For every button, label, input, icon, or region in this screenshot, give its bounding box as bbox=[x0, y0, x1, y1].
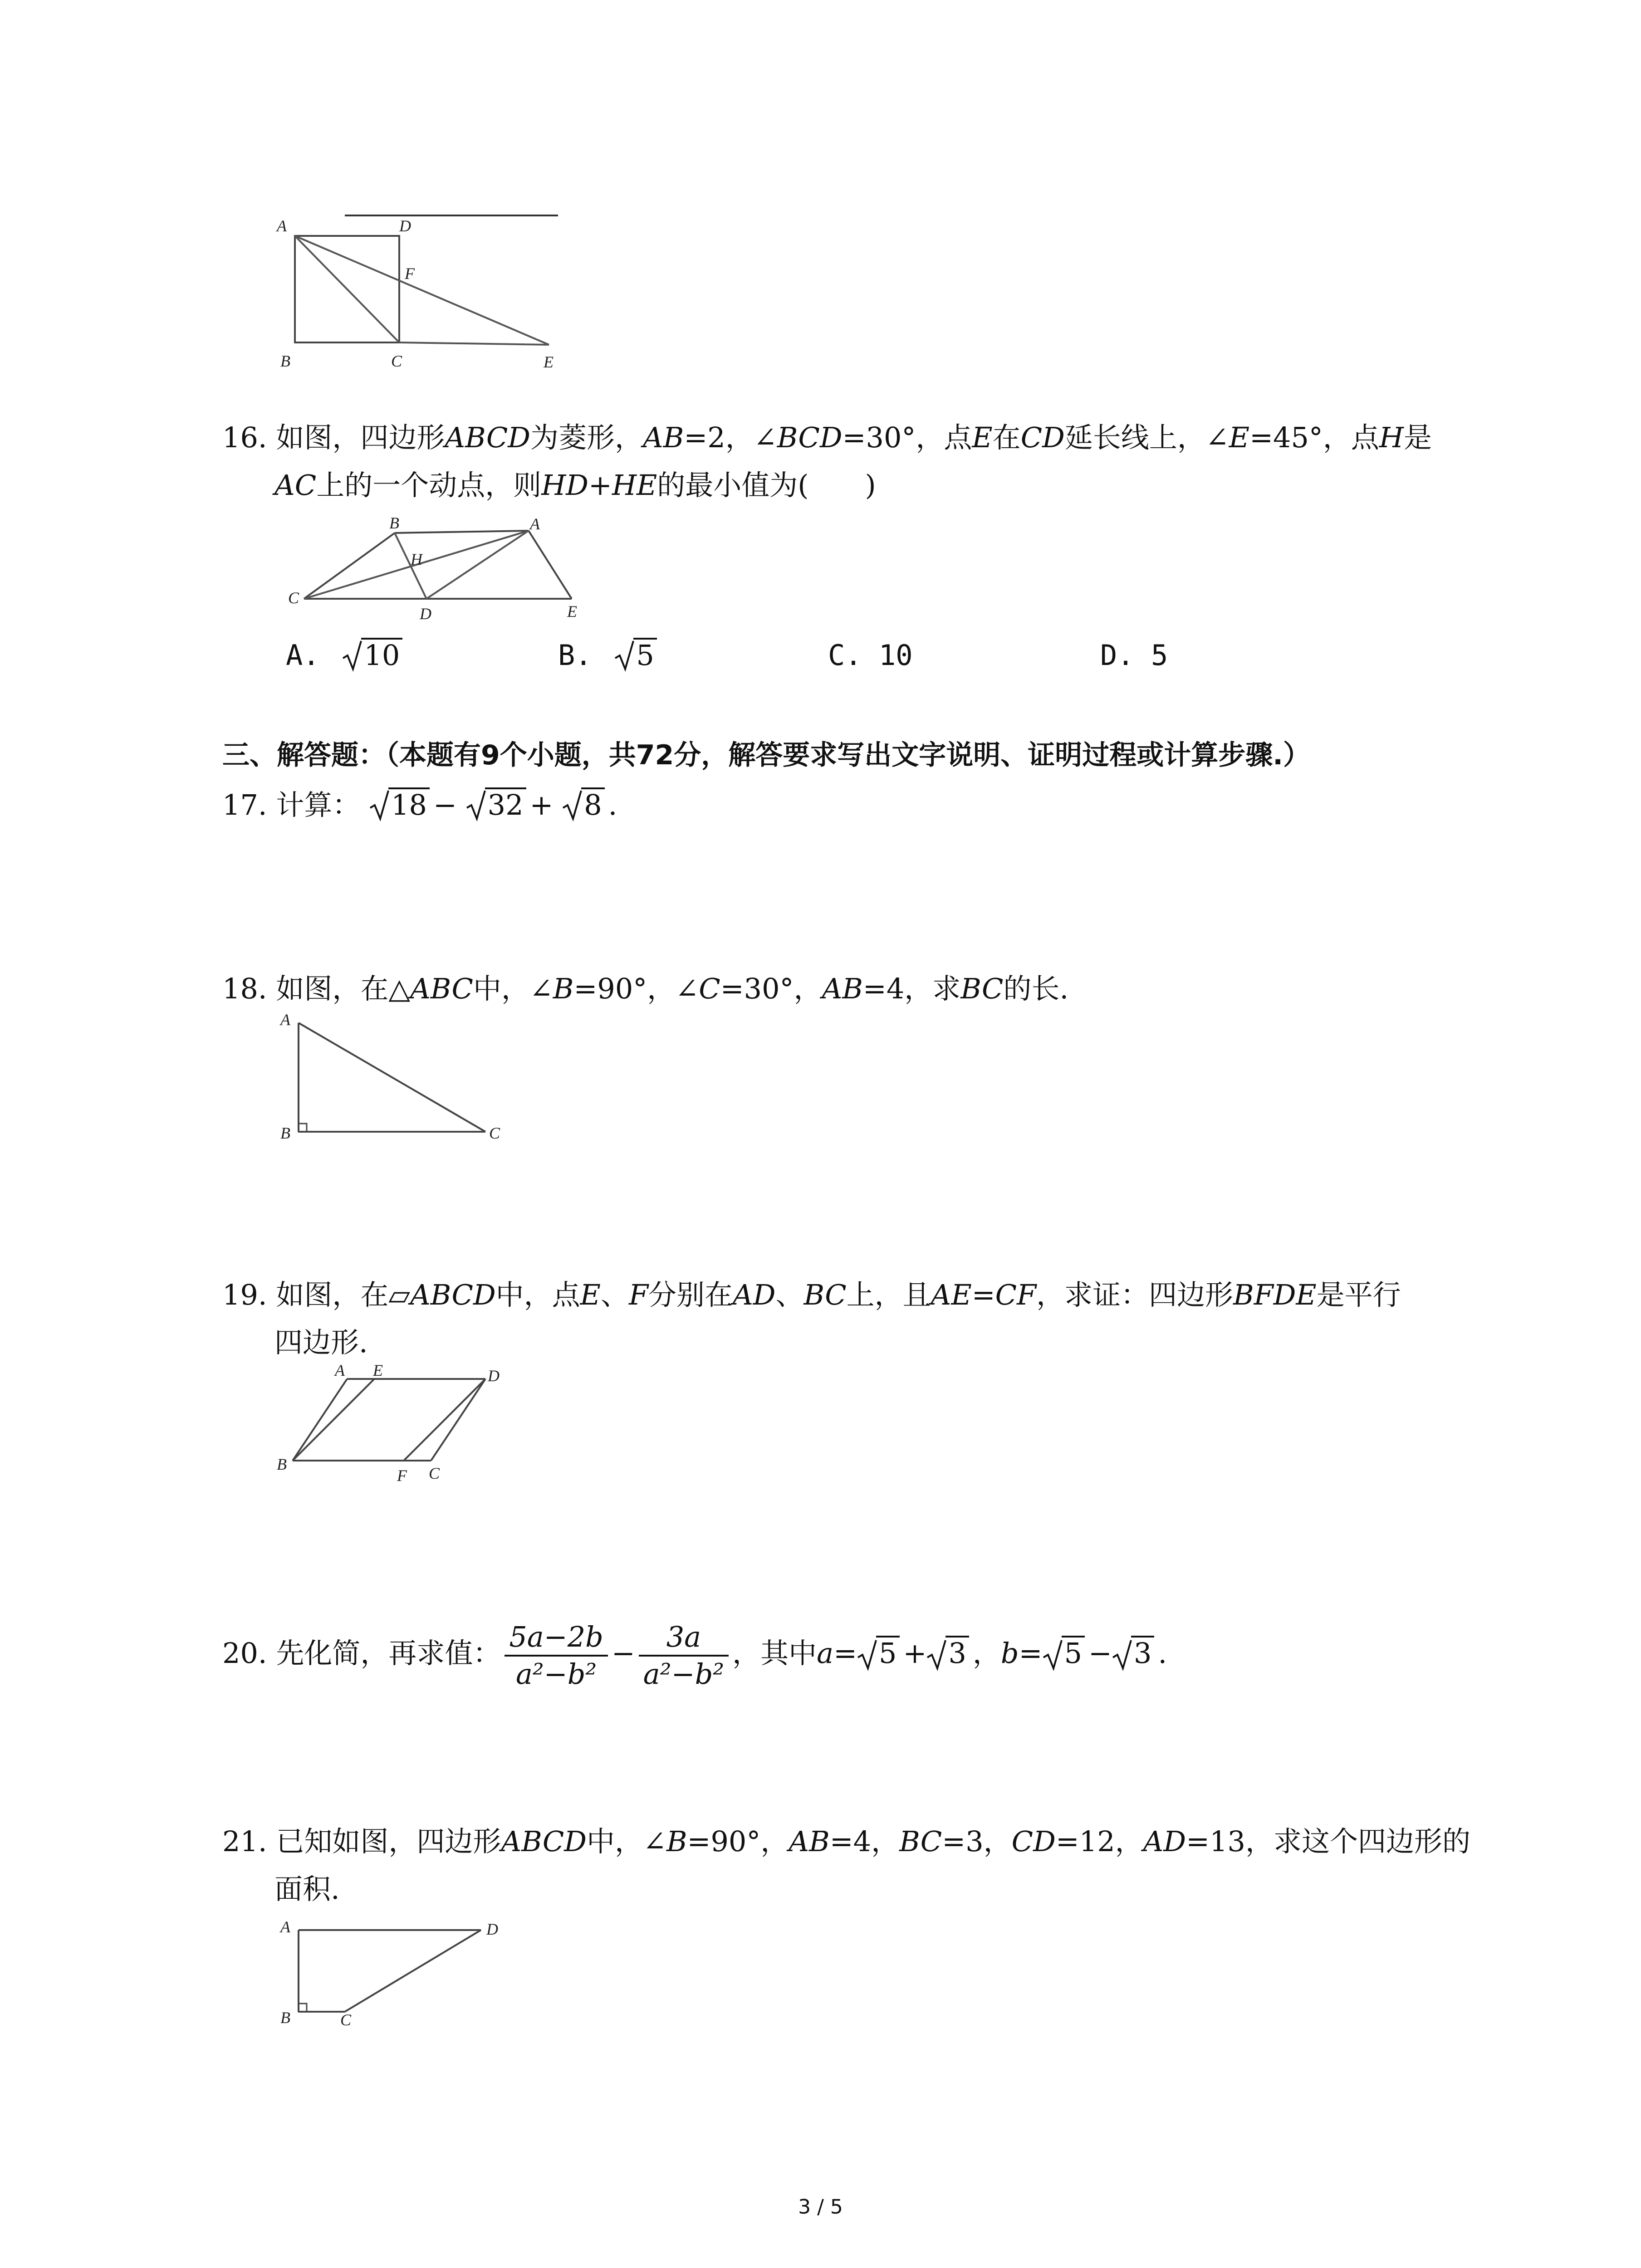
label-B: B bbox=[280, 352, 290, 370]
label-D: D bbox=[420, 605, 431, 623]
option-d[interactable]: D. 5 bbox=[1100, 639, 1168, 672]
q21-line1: 21. 已知如图，四边形ABCD中，∠B=90°，AB=4，BC=3，CD=12，AD=13，求这个四边形的 bbox=[222, 1825, 1470, 1858]
q16-line2: AC上的一个动点，则HD+HE的最小值为( ) bbox=[274, 469, 876, 502]
option-b[interactable]: B. 5 bbox=[558, 637, 661, 674]
label-C: C bbox=[340, 2011, 352, 2029]
label-E: E bbox=[567, 602, 577, 621]
label-C: C bbox=[429, 1464, 440, 1482]
figure-q16 bbox=[281, 515, 626, 626]
label-D: D bbox=[488, 1367, 500, 1385]
label-H: H bbox=[411, 550, 422, 568]
figure-q19 bbox=[272, 1359, 526, 1496]
q16-options bbox=[286, 637, 1168, 674]
q18: 18. 如图，在△ABC中，∠B=90°，∠C=30°，AB=4，求BC的长. bbox=[222, 972, 1069, 1005]
fraction-1: $\frac{5a-2b}{\text{a²−b²}}$ bbox=[505, 1619, 608, 1692]
label-B: B bbox=[277, 1455, 287, 1473]
label-D: D bbox=[486, 1920, 498, 1938]
label-A: A bbox=[530, 515, 540, 533]
page-number: 3 / 5 bbox=[798, 2195, 843, 2219]
label-C: C bbox=[391, 352, 402, 370]
label-F: F bbox=[405, 264, 415, 283]
section-3-header: 三、解答题：（本题有9个小题，共72分，解答要求写出文字说明、证明过程或计算步骤.） bbox=[222, 739, 1311, 771]
label-F: F bbox=[397, 1466, 407, 1485]
label-E: E bbox=[373, 1361, 383, 1379]
label-C: C bbox=[288, 589, 299, 607]
q19-line2: 四边形. bbox=[274, 1326, 368, 1359]
q20: 20. 先化简，再求值： $\frac{5a-2b}{\text{a²−b²}}$ − $\frac{3a}{\text{a²−b²}}$ ，其中a= 5 + 3 ，b= 5 − 3 . bbox=[222, 1615, 1167, 1692]
q16-line1: 16. 如图，四边形ABCD为菱形，AB=2，∠BCD=30°，点E在CD延长线上，∠E=45°，点H是 bbox=[222, 421, 1432, 454]
figure-q21 bbox=[272, 1910, 526, 2048]
label-A: A bbox=[335, 1361, 345, 1379]
figure-q18 bbox=[272, 1012, 526, 1163]
label-A: A bbox=[280, 1012, 290, 1029]
label-B: B bbox=[280, 1124, 290, 1142]
label-D: D bbox=[399, 217, 411, 235]
label-B: B bbox=[280, 2009, 290, 2027]
q17: 17. 计算： 18 − 32 + 8 . bbox=[222, 787, 617, 823]
label-A: A bbox=[280, 1918, 290, 1936]
option-c[interactable]: C. 10 bbox=[828, 639, 913, 672]
figure-q15 bbox=[272, 195, 590, 378]
label-B: B bbox=[389, 515, 399, 532]
q21-line2: 面积. bbox=[274, 1872, 340, 1906]
option-a[interactable]: A. 10 bbox=[286, 639, 406, 672]
fraction-2: $\frac{3a}{\text{a²−b²}}$ bbox=[639, 1619, 729, 1692]
label-C: C bbox=[489, 1124, 500, 1142]
label-A: A bbox=[277, 217, 287, 235]
q19-line1: 19. 如图，在▱ABCD中，点E、F分别在AD、BC上，且AE=CF，求证：四边形BFDE是平行 bbox=[222, 1278, 1401, 1311]
label-E: E bbox=[544, 353, 554, 371]
